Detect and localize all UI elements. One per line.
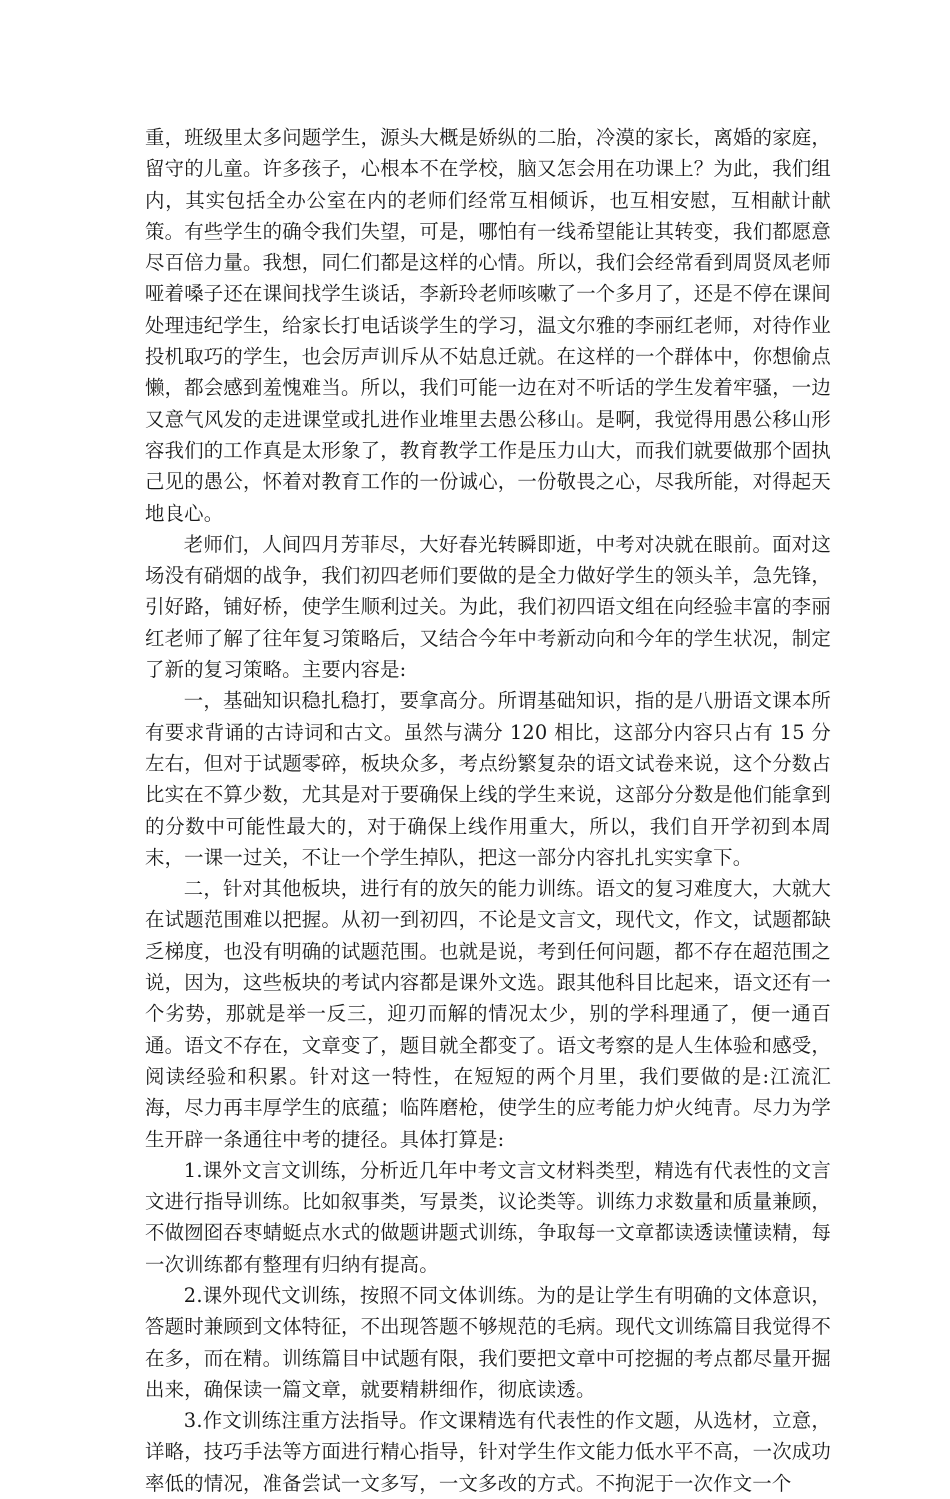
body-paragraph: 2.课外现代文训练，按照不同文体训练。为的是让学生有明确的文体意识，答题时兼顾到文体特征，不出现答题不够规范的毛病。现代文训练篇目我觉得不在多，而在精。训练篇目中试题有限，我们要把文章中可挖掘的考点都尽量开掘出来，确保读一篇文章，就要精耕细作，彻底读透。	[145, 1283, 831, 1401]
body-paragraph: 老师们，人间四月芳菲尽，大好春光转瞬即逝，中考对决就在眼前。面对这场没有硝烟的战争，我们初四老师们要做的是全力做好学生的领头羊，急先锋，引好路，铺好桥，使学生顺利过关。为此，我们初四语文组在向经验丰富的李丽红老师了解了往年复习策略后，又结合今年中考新动向和今年的学生状况，制定了新的复习策略。主要内容是:	[145, 532, 831, 682]
body-paragraph: 1.课外文言文训练，分析近几年中考文言文材料类型，精选有代表性的文言文进行指导训练。比如叙事类，写景类，议论类等。训练力求数量和质量兼顾，不做囫囵吞枣蜻蜓点水式的做题讲题式训练，争取每一文章都读透读懂读精，每一次训练都有整理有归纳有提高。	[145, 1158, 831, 1276]
document-body	[145, 122, 831, 1499]
body-paragraph: 二，针对其他板块，进行有的放矢的能力训练。语文的复习难度大，大就大在试题范围难以把握。从初一到初四，不论是文言文，现代文，作文，试题都缺乏梯度，也没有明确的试题范围。也就是说，考到任何问题，都不存在超范围之说，因为，这些板块的考试内容都是课外文选。跟其他科目比起来，语文还有一个劣势，那就是举一反三，迎刃而解的情况太少，别的学科理通了，便一通百通。语文不存在，文章变了，题目就全都变了。语文考察的是人生体验和感受，阅读经验和积累。针对这一特性，在短短的两个月里，我们要做的是:江流汇海，尽力再丰厚学生的底蕴；临阵磨枪，使学生的应考能力炉火纯青。尽力为学生开辟一条通往中考的捷径。具体打算是:	[145, 877, 831, 1151]
body-paragraph: 3.作文训练注重方法指导。作文课精选有代表性的作文题，从选材，立意，详略，技巧手法等方面进行精心指导，针对学生作文能力低水平不高，一次成功率低的情况，准备尝试一文多写，一文多改的方式。不拘泥于一次作文一个	[145, 1409, 831, 1495]
body-paragraph: 一，基础知识稳扎稳打，要拿高分。所谓基础知识，指的是八册语文课本所有要求背诵的古诗词和古文。虽然与满分 120 相比，这部分内容只占有 15 分左右，但对于试题零碎，板块众多，考点纷繁复杂的语文试卷来说，这个分数占比实在不算少数，尤其是对于要确保上线的学生来说，这部分分数是他们能拿到的分数中可能性最大的，对于确保上线作用重大，所以，我们自开学初到本周末，一课一过关，不让一个学生掉队，把这一部分内容扎扎实实拿下。	[145, 689, 831, 869]
body-paragraph: 重，班级里太多问题学生，源头大概是娇纵的二胎，冷漠的家长，离婚的家庭，留守的儿童。许多孩子，心根本不在学校，脑又怎会用在功课上？为此，我们组内，其实包括全办公室在内的老师们经常互相倾诉，也互相安慰，互相献计献策。有些学生的确令我们失望，可是，哪怕有一线希望能让其转变，我们都愿意尽百倍力量。我想，同仁们都是这样的心情。所以，我们会经常看到周贤凤老师哑着嗓子还在课间找学生谈话，李新玲老师咳嗽了一个多月了，还是不停在课间处理违纪学生，给家长打电话谈学生的学习，温文尔雅的李丽红老师，对待作业投机取巧的学生，也会厉声训斥从不姑息迁就。在这样的一个群体中，你想偷点懒，都会感到羞愧难当。所以，我们可能一边在对不听话的学生发着牢骚，一边又意气风发的走进课堂或扎进作业堆里去愚公移山。是啊，我觉得用愚公移山形容我们的工作真是太形象了，教育教学工作是压力山大，而我们就要做那个固执己见的愚公，怀着对教育工作的一份诚心，一份敬畏之心，尽我所能，对得起天地良心。	[145, 126, 831, 525]
